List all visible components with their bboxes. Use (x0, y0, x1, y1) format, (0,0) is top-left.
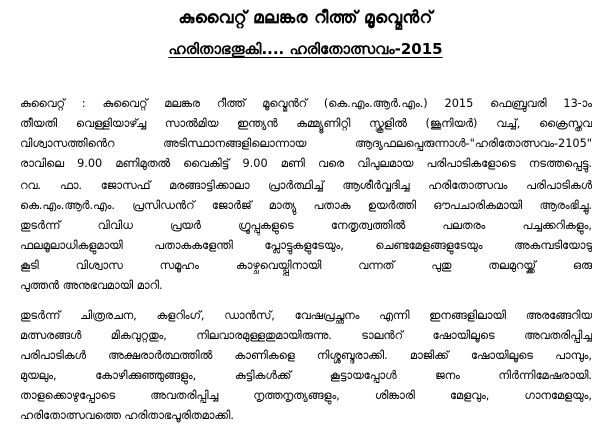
paragraph-line: തുടർന്ന് വിവിധ പ്രയർ ഗ്രൂപ്പുകളുടെ നേതൃത്വത്തിൽ പലതരം പച്ചക്കറികളും, (20, 219, 592, 232)
document-title: കുവൈറ്റ് മലങ്കര റീത്ത് മൂവ്മെൻറ് (178, 8, 433, 28)
paragraph-line: മത്സരങ്ങൾ മികവുറ്റതും, നിലവാരമുള്ളതുമായിരുന്നു. ടാലൻറ് ഷോയിലൂടെ അവതരിപ്പിച്ച (20, 329, 592, 342)
paragraph-line: താളക്കൊഴുപ്പോടെ അവതരിപ്പിച്ച നൃത്തനൃത്യങ്ങളും, ശിങ്കാരി മേളവും, ഗാനമേളയും, (20, 389, 592, 402)
paragraph-line: കെ.എം.ആർ.എം. പ്രസിഡൻറ് ജോർജ് മാത്യു പതാക ഉയർത്തി ഔപചാരികമായി ആരംഭിച്ചു. (20, 199, 592, 212)
paragraph-line: കൂടി വിശ്വാസ സമൂഹം കാഴ്ചവെയ്പ്പിനായി വന്നത് പുതു തലമുറയ്ക്ക് ഒരു (20, 259, 592, 272)
paragraph-line: റവ. ഫാ. ജോസഫ് മരങ്ങാട്ടിക്കാലാ പ്രാർത്ഥിച്ച് ആശീർവ്വദിച്ച ഹരിതോത്സവം പരിപാടികൾ (20, 179, 592, 192)
document-subtitle: ഹരിതാഭതൂകി.... ഹരിതോത്സവം-2015 (168, 40, 443, 58)
paragraph-line: രാവിലെ 9.00 മണിമുതൽ വൈകിട്ട് 9.00 മണി വരെ വിപുലമായ പരിപാടികളോടെ നടത്തപ്പെട്ടു. (20, 157, 592, 170)
paragraph-line: തീയതി വെള്ളിയാഴ്ച്ച സാൽമിയ ഇന്ത്യൻ കമ്മ്യൂണിറ്റി സ്കൂളിൽ (ജൂനിയർ) വച്ച്, ക്രൈസ്തവ (20, 117, 592, 130)
paragraph-line: ഹരിതോത്സവത്തെ ഹരിതാഭപൂരിതമാക്കി. (20, 409, 234, 422)
paragraph-line: പരിപാടികൾ അക്ഷരാർത്ഥത്തിൽ കാണികളെ നിശ്ശബ്ദരാക്കി. മാജിക്ക് ഷോയിലൂടെ പാമ്പും, (20, 349, 592, 362)
paragraph-2 (20, 176, 592, 296)
paragraph-line: ഫലമൂലാധികളുമായി പതാകകളേന്തി പ്ലോട്ടുകളുടേയും, ചെണ്ടമേളങ്ങളുടേയും അകമ്പടിയോടു (20, 239, 592, 252)
paragraph-line: പുത്തൻ അനുഭവമായി മാറി. (20, 279, 163, 292)
paragraph-line: കുവൈറ്റ് : കുവൈറ്റ് മലങ്കര റീത്ത് മൂവ്മെൻറ് (കെ.എം.ആർ.എം.) 2015 ഫെബ്രുവരി 13-ാം (20, 97, 592, 110)
paragraph-line: വിശ്വാസത്തിൻെറ അടിസ്ഥാനങ്ങളിലൊന്നായ ആദ്യഫലപ്പെരുന്നാൾ-"ഹരിതോത്സവം-2105" (20, 137, 592, 150)
paragraph-line: മുയലും, കോഴിക്കുഞ്ഞുങ്ങളും, കുട്ടികൾക്ക് കൂട്ടായപ്പോൾ ജനം നിർന്നിമേഷരായി. (20, 369, 592, 382)
paragraph-1 (20, 94, 592, 174)
paragraph-3 (20, 306, 592, 426)
paragraph-line: തുടർന്ന് ചിത്രരചന, കളറിംഗ്, ഡാൻസ്, വേഷപ്രച്ഛനം എന്നി ഇനങ്ങളിലായി അരങ്ങേറിയ (20, 309, 592, 322)
